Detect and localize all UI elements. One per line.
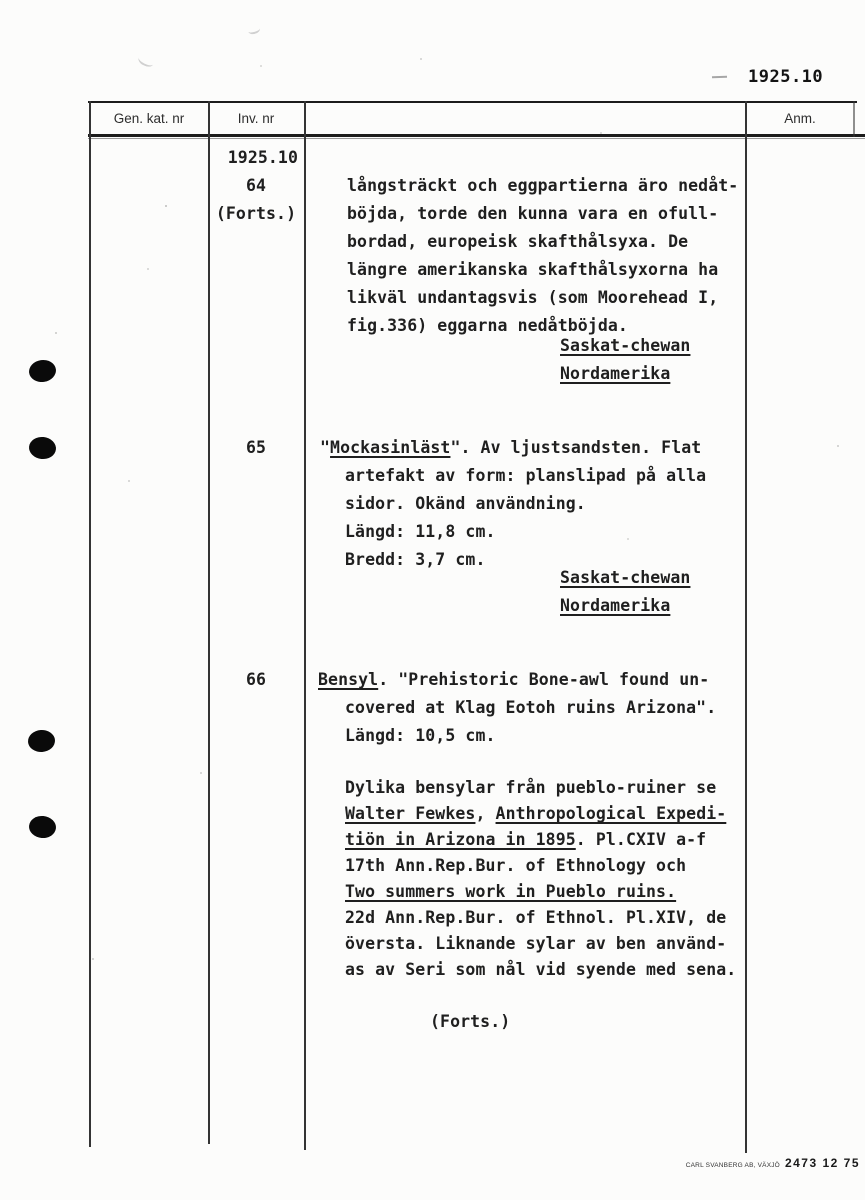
header-bottom-rule bbox=[88, 134, 865, 137]
pencil-dash bbox=[712, 76, 727, 79]
printer-code: 2473 12 75 bbox=[784, 1156, 860, 1170]
entry66-line1 bbox=[318, 666, 709, 694]
entry65-width: Bredd: 3,7 cm. bbox=[345, 550, 486, 569]
entry64-origin-region: Saskat-chewan bbox=[560, 336, 691, 355]
entry65-line1 bbox=[320, 434, 701, 462]
inv-nr-64: 64 bbox=[245, 176, 267, 195]
entry64-line1: långsträckt och eggpartierna äro nedåt- bbox=[347, 176, 739, 195]
entry66-ref-title-part1: Anthropological Expedi- bbox=[495, 804, 727, 823]
inv-nr-64-forts: (Forts.) bbox=[215, 204, 297, 223]
entry66-ref-line2 bbox=[345, 800, 726, 828]
header-anm: Anm. bbox=[784, 111, 816, 126]
entry64-origin-continent: Nordamerika bbox=[560, 364, 671, 383]
column-divider-inv-main bbox=[304, 101, 306, 1150]
entry66-ref-line6: 22d Ann.Rep.Bur. of Ethnol. Pl.XIV, de bbox=[345, 908, 727, 927]
entry65-origin-continent: Nordamerika bbox=[560, 596, 671, 615]
inv-nr-66: 66 bbox=[245, 670, 267, 689]
entry65-line2: artefakt av form: planslipad på alla bbox=[345, 466, 707, 485]
entry66-line2: covered at Klag Eotoh ruins Arizona". bbox=[345, 698, 717, 717]
table-left-border bbox=[89, 101, 91, 1147]
header-bottom-rule-echo bbox=[88, 138, 865, 139]
column-divider-genkat-inv bbox=[208, 101, 210, 1144]
entry66-length: Längd: 10,5 cm. bbox=[345, 726, 496, 745]
entry66-ref-comma: , bbox=[475, 804, 496, 823]
printer-name: CARL SVANBERG AB, VÄXJÖ bbox=[685, 1162, 780, 1169]
header-inv-nr: Inv. nr bbox=[237, 111, 275, 126]
entry64-line5: likväl undantagsvis (som Moorehead I, bbox=[347, 288, 719, 307]
scan-speckles bbox=[165, 205, 167, 207]
entry66-ref-line1: Dylika bensylar från pueblo-ruiner se bbox=[345, 778, 717, 797]
table-top-rule bbox=[88, 101, 857, 103]
entry64-line2: böjda, torde den kunna vara en ofull- bbox=[347, 204, 719, 223]
punch-hole bbox=[28, 436, 57, 461]
entry66-line1-rest: . "Prehistoric Bone-awl found un- bbox=[378, 670, 710, 689]
entry66-ref-line8: as av Seri som nål vid syende med sena. bbox=[345, 960, 737, 979]
printer-mark bbox=[685, 1156, 860, 1170]
entry65-line1-rest: ". Av ljustsandsten. Flat bbox=[450, 438, 702, 457]
entry65-length: Längd: 11,8 cm. bbox=[345, 522, 496, 541]
entry66-ref-line7: översta. Liknande sylar av ben använd- bbox=[345, 934, 727, 953]
forts-footer: (Forts.) bbox=[430, 1012, 511, 1031]
inv-nr-65: 65 bbox=[245, 438, 267, 457]
entry66-ref-line3-rest: . Pl.CXIV a-f bbox=[575, 830, 707, 849]
inv-year: 1925.10 bbox=[227, 148, 298, 167]
pencil-mark bbox=[137, 53, 156, 69]
punch-hole bbox=[28, 815, 57, 839]
entry64-line3: bordad, europeisk skafthålsyxa. De bbox=[347, 232, 689, 251]
header-gen-kat-nr: Gen. kat. nr bbox=[113, 111, 185, 126]
entry65-origin-region: Saskat-chewan bbox=[560, 568, 691, 587]
punch-hole bbox=[27, 729, 55, 753]
entry66-object-name: Bensyl bbox=[318, 670, 379, 689]
entry65-open-quote: " bbox=[320, 438, 331, 457]
page-number: 1925.10 bbox=[748, 67, 824, 87]
punch-hole bbox=[28, 358, 58, 384]
entry64-line4: längre amerikanska skafthålsyxorna ha bbox=[347, 260, 719, 279]
pencil-mark bbox=[247, 25, 261, 36]
entry66-ref-author: Walter Fewkes bbox=[345, 804, 476, 823]
entry66-ref-title-part2: tiön in Arizona in 1895 bbox=[345, 830, 576, 849]
column-divider-main-anm bbox=[745, 101, 747, 1153]
entry66-ref-line4: 17th Ann.Rep.Bur. of Ethnology och bbox=[345, 856, 687, 875]
entry66-ref-title2: Two summers work in Pueblo ruins. bbox=[345, 882, 677, 901]
entry65-line3: sidor. Okänd användning. bbox=[345, 494, 586, 513]
entry64-line6: fig.336) eggarna nedåtböjda. bbox=[347, 316, 628, 335]
entry66-ref-line3 bbox=[345, 826, 706, 854]
entry65-object-name: Mockasinläst bbox=[330, 438, 451, 457]
